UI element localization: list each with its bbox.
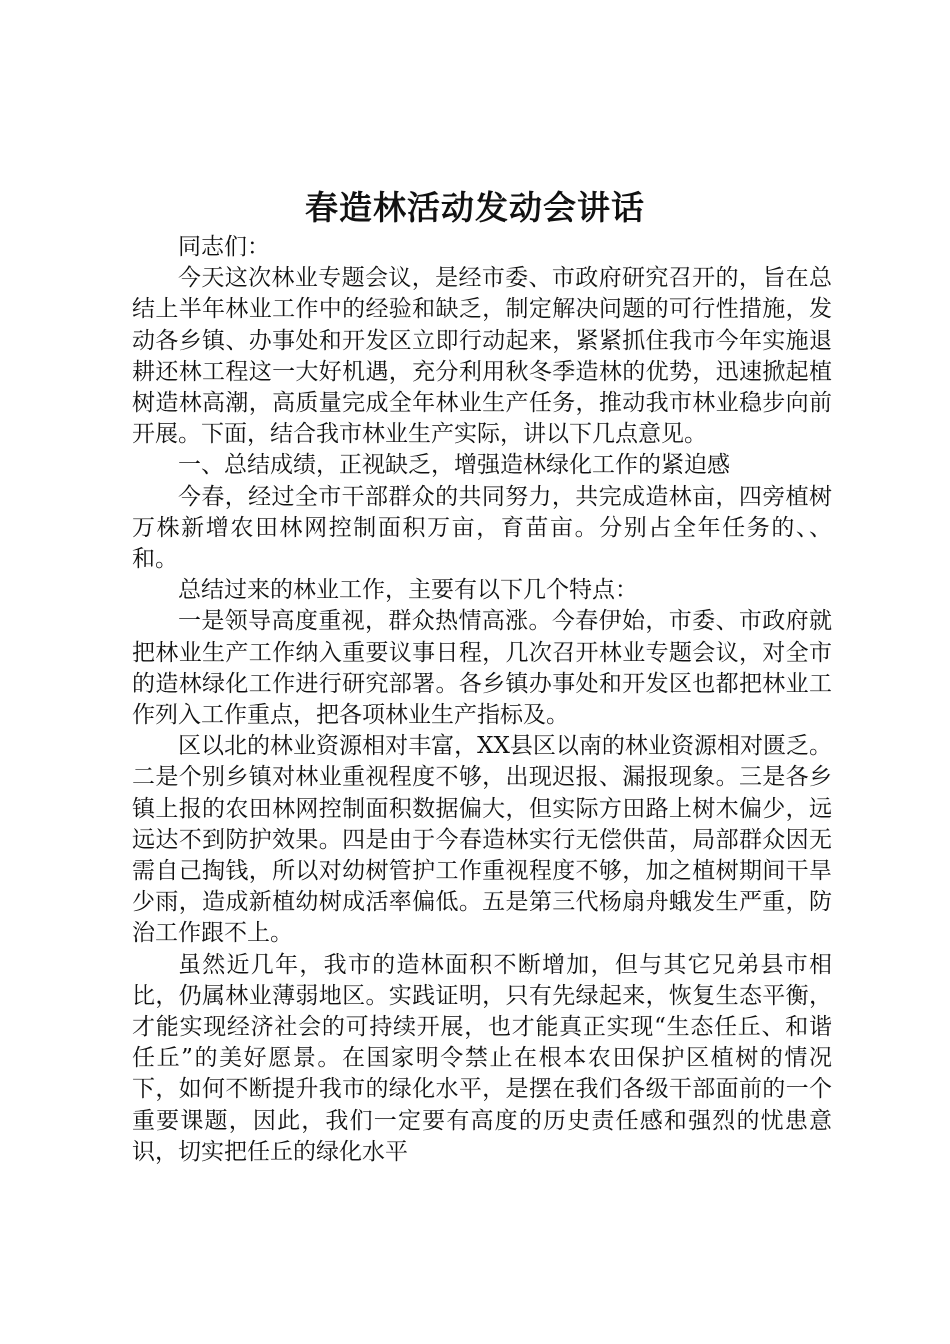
paragraph-urgency: 虽然近几年，我市的造林面积不断增加，但与其它兄弟县市相比，仍属林业薄弱地区。实践证明，只有先绿起来，恢复生态平衡，才能实现经济社会的可持续开展，也才能真正实现“生态任丘、和谐任丘”的美好愿景。在国家明令禁止在根本农田保护区植树的情况下，如何不断提升我市的绿化水平，是摆在我们各级干部面前的一个重要课题，因此，我们一定要有高度的历史责任感和强烈的忧患意识，切实把任丘的绿化水平: [132, 951, 832, 1165]
document-body: [132, 232, 832, 1168]
salutation: 同志们：: [178, 234, 270, 260]
paragraph-achievements: 今春，经过全市干部群众的共同努力，共完成造林亩，四旁植树万株新增农田林网控制面积万亩，育苗亩。分别占全年任务的、、和。: [132, 483, 832, 573]
paragraph-feature-1: 一是领导高度重视，群众热情高涨。今春伊始，市委、市政府就把林业生产工作纳入重要议事日程，几次召开林业专题会议，对全市的造林绿化工作进行研究部署。各乡镇办事处和开发区也都把林业工作列入工作重点，把各项林业生产指标及。: [132, 608, 832, 729]
paragraph-shortcomings: 区以北的林业资源相对丰富，XX县区以南的林业资源相对匮乏。二是个别乡镇对林业重视程度不够，出现迟报、漏报现象。三是各乡镇上报的农田林网控制面积数据偏大，但实际方田路上树木偏少，远远达不到防护效果。四是由于今春造林实行无偿供苗，局部群众因无需自己掏钱，所以对幼树管护工作重视程度不够，加之植树期间干旱少雨，造成新植幼树成活率偏低。五是第三代杨扇舟蛾发生严重，防治工作跟不上。: [132, 733, 832, 947]
paragraph-intro: 今天这次林业专题会议，是经市委、市政府研究召开的，旨在总结上半年林业工作中的经验和缺乏，制定解决问题的可行性措施，发动各乡镇、办事处和开发区立即行动起来，紧紧抓住我市今年实施退耕还林工程这一大好机遇，充分利用秋冬季造林的优势，迅速掀起植树造林高潮，高质量完成全年林业生产任务，推动我市林业稳步向前开展。下面，结合我市林业生产实际，讲以下几点意见。: [132, 265, 832, 448]
paragraph-features-intro: 总结过来的林业工作，主要有以下几个特点：: [178, 577, 638, 604]
section-heading-1: 一、总结成绩，正视缺乏，增强造林绿化工作的紧迫感: [178, 452, 730, 479]
document-title: 春造林活动发动会讲话: [305, 188, 645, 227]
